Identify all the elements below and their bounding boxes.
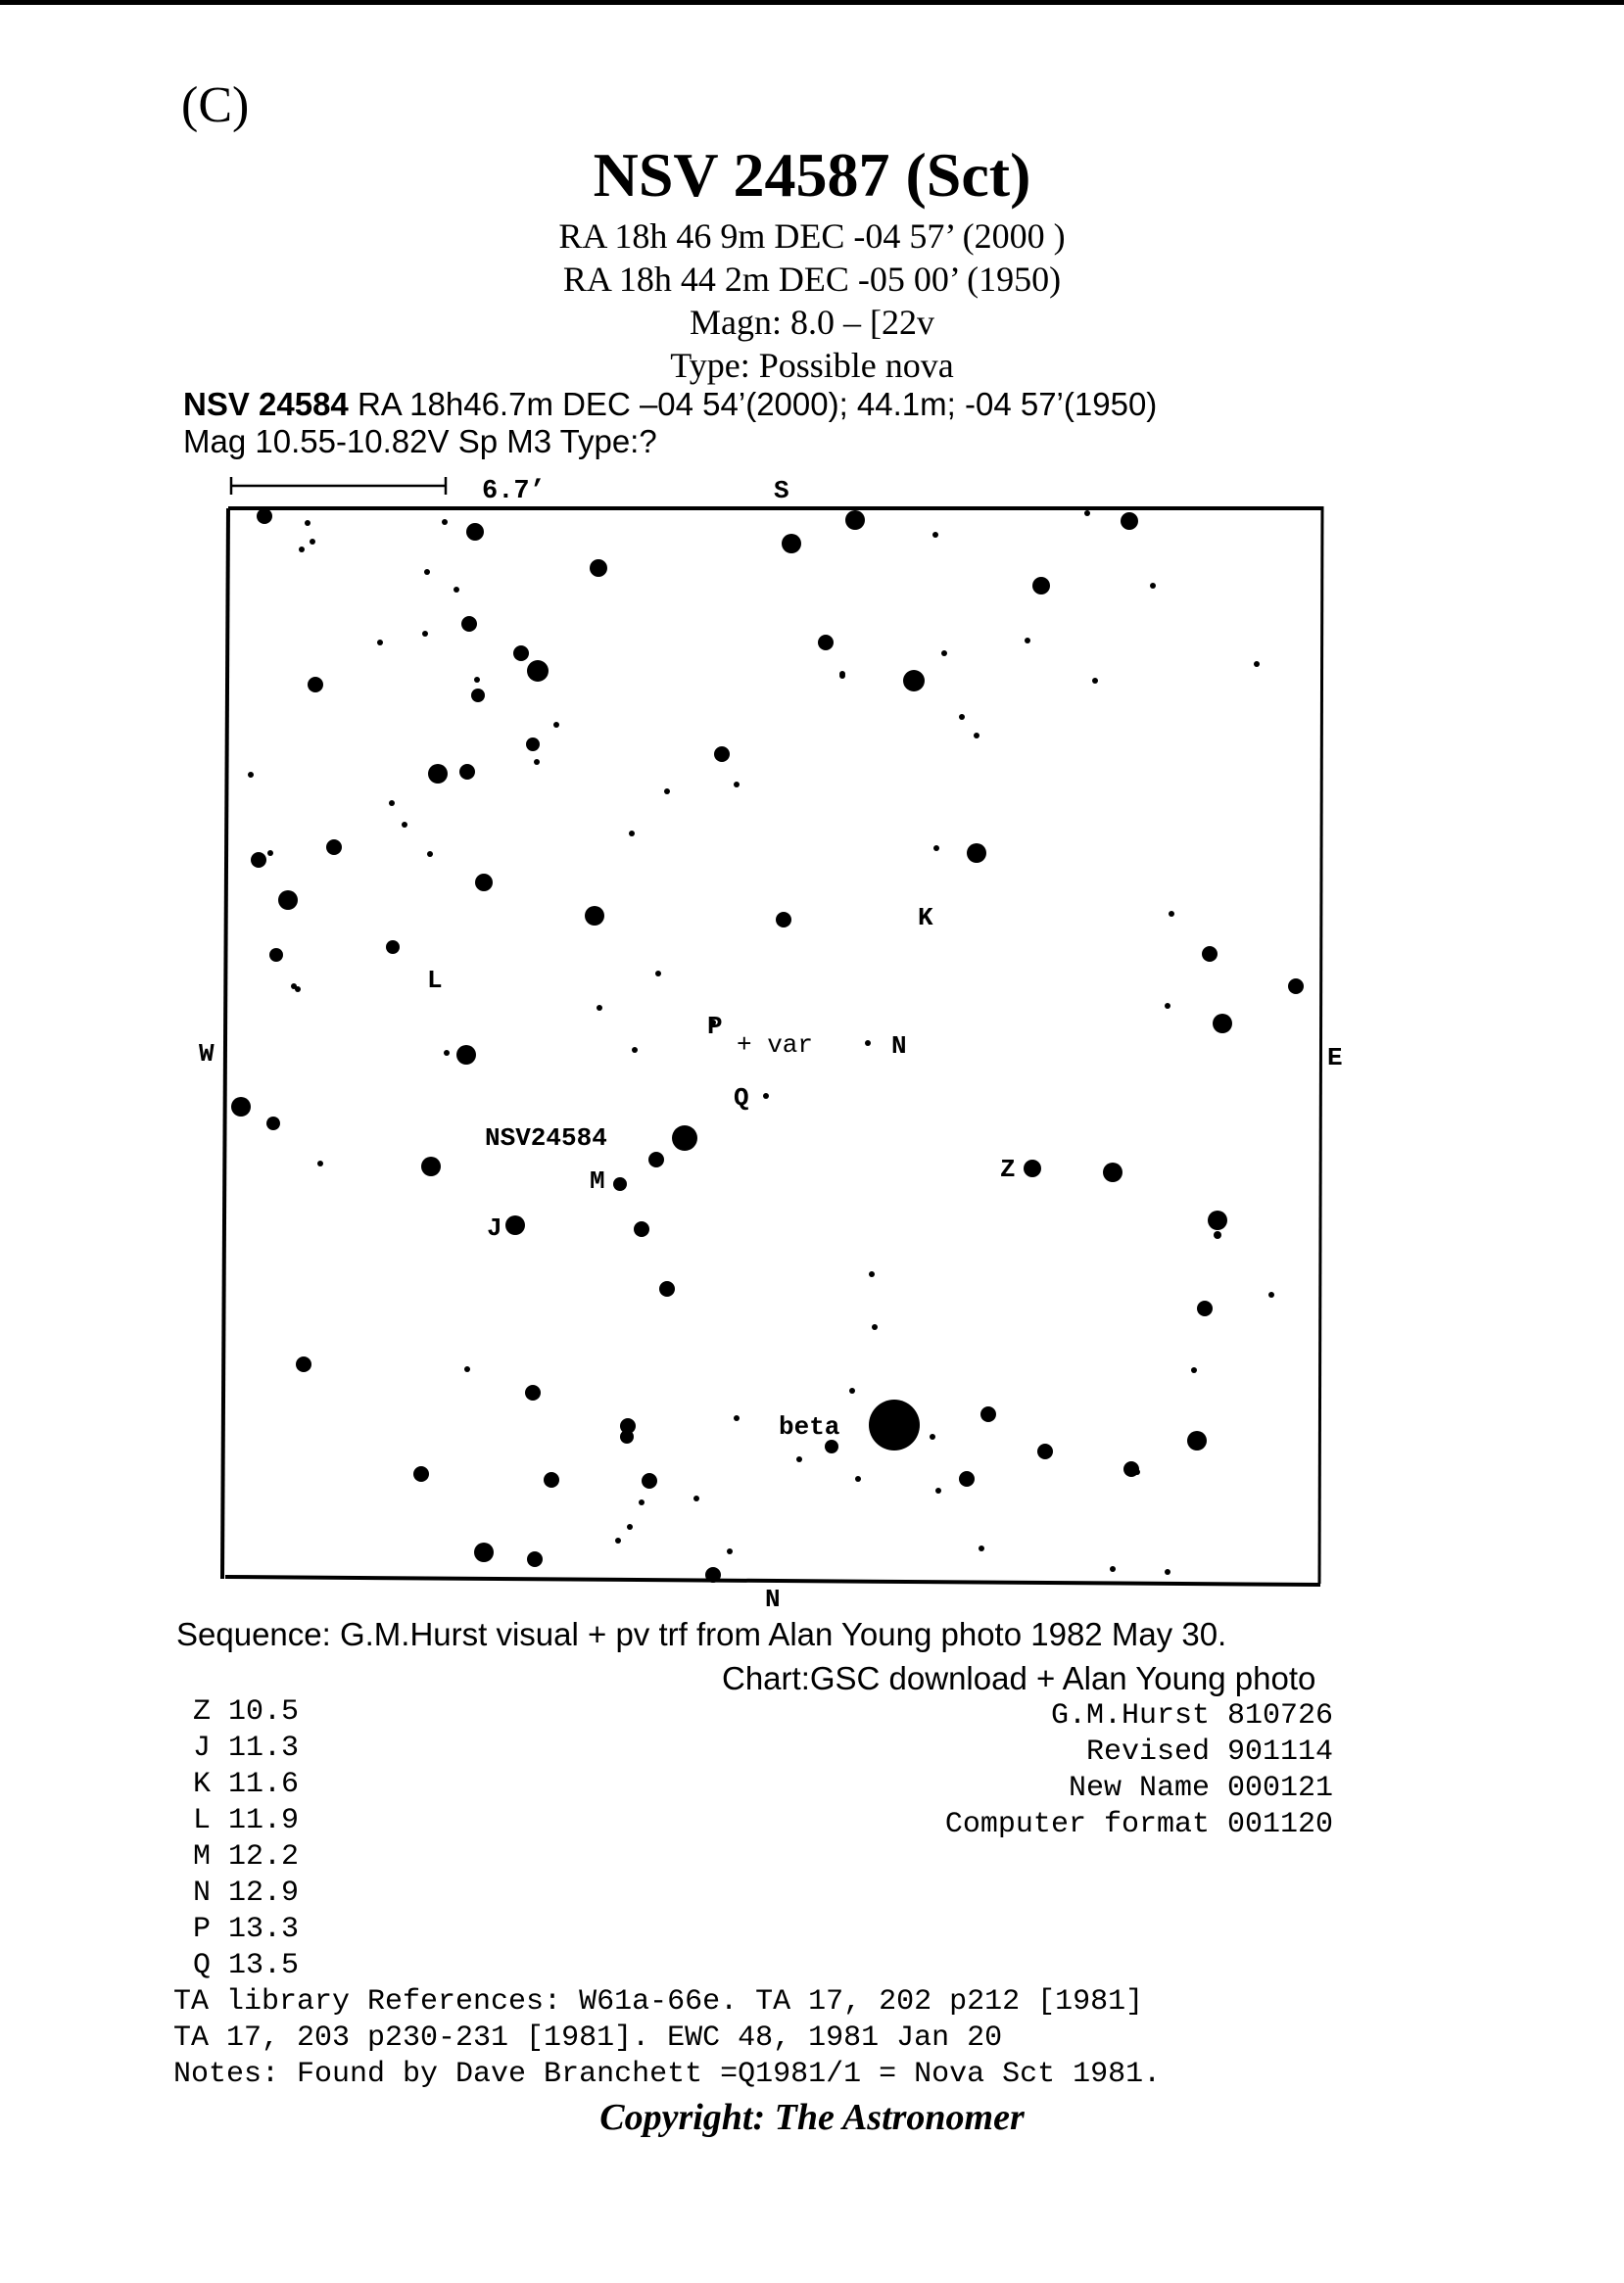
label-star-m: M [590,1166,605,1196]
label-star-k: K [918,903,933,932]
label-star-j: J [487,1213,502,1243]
copyright: Copyright: The Astronomer [599,2097,1025,2138]
page-label: (C) [181,77,250,133]
label-star-q: Q [734,1083,749,1113]
star-dot [613,1177,627,1191]
star-dot [1110,1566,1116,1572]
star-dot [818,635,834,650]
star-dot [629,831,635,836]
star-dot [1150,583,1156,589]
nsv24584-magnitude-line: Mag 10.55-10.82V Sp M3 Type:? [183,423,657,459]
comparison-star-row: J 11.3 [193,1732,300,1765]
star-dot [1208,1211,1227,1230]
star-dot [427,851,433,857]
star-dot [659,1281,675,1297]
star-dot [933,845,939,851]
star-dot [1032,577,1050,595]
star-dot [525,1385,541,1401]
star-dot [714,746,730,762]
star-dot [544,1472,559,1488]
star-dot [1084,510,1090,516]
star-dot [655,971,661,976]
label-nsv24584: NSV24584 [485,1123,607,1153]
star-dot [597,1005,602,1011]
star-dot [935,1488,941,1494]
star-dot [865,1040,871,1046]
star-dot [386,940,400,954]
star-dot [632,1047,638,1053]
star-dot [421,1157,441,1176]
star-dot [727,1548,733,1554]
sequence-note: Sequence: G.M.Hurst visual + pv trf from Alan Young photo 1982 May 30. [176,1616,1227,1652]
star-dot [1024,1160,1041,1177]
scale-bar [231,477,446,495]
star-dot [869,1271,875,1277]
star-dot [620,1430,634,1444]
star-dot [534,759,540,765]
scale-label: 6.7’ [482,477,546,506]
label-beta: beta [779,1412,840,1442]
magnitude-range: Magn: 8.0 – [22v [690,303,934,342]
star-dot [1092,678,1098,684]
star-dot [527,660,549,682]
star-dot [776,912,791,927]
direction-north: N [765,1585,781,1614]
star-dot [1268,1292,1274,1298]
star-dot [377,640,383,645]
star-dot [1254,661,1260,667]
label-star-l: L [427,966,443,995]
direction-east: E [1327,1043,1343,1072]
comparison-star-row: L 11.9 [193,1804,300,1837]
star-dot [1165,1569,1170,1575]
star-dot [869,1400,920,1451]
comparison-star-row: P 13.3 [193,1913,300,1946]
star-dot [1187,1431,1207,1451]
star-dot [634,1221,649,1237]
star-dot [585,906,604,926]
star-dot [590,559,607,577]
star-dot [326,839,342,855]
direction-south: S [774,476,789,505]
star-dot [269,948,283,962]
star-dot [1214,1231,1221,1239]
star-dot [296,1356,311,1372]
star-dot [305,520,310,526]
star-dot [474,677,480,683]
star-dot [1191,1367,1197,1373]
star-dot [825,1440,838,1453]
star-dot [855,1476,861,1482]
star-dot [1288,978,1304,994]
star-dot [705,1567,721,1583]
star-dot [308,677,323,692]
star-dot [1025,638,1030,643]
star-dot [974,733,979,738]
star-dot [471,689,485,702]
nsv24584-coords: RA 18h46.7m DEC –04 54’(2000); 44.1m; -04 57’(1950) [348,386,1158,422]
star-dot [402,822,407,828]
star-dot [248,772,254,778]
direction-west: W [199,1039,215,1069]
star-dot [672,1125,697,1151]
star-dot [642,1473,657,1489]
comparison-star-row: N 12.9 [193,1877,300,1910]
star-dot [474,1543,494,1562]
comparison-star-row: M 12.2 [193,1840,300,1874]
star-dot [734,1415,740,1421]
star-dot [513,645,529,661]
star-dot [930,1434,935,1440]
star-dot [839,673,845,679]
label-star-n: N [891,1031,907,1061]
credit-computer-format: Computer format 001120 [944,1808,1333,1841]
star-dot [295,986,301,992]
star-dot [1037,1444,1053,1459]
label-star-p: P [707,1012,723,1041]
star-dot [257,508,272,524]
credit-revised: Revised 901114 [1085,1736,1333,1769]
star-dot [959,1471,975,1487]
star-dot [251,852,266,868]
star-dot [317,1161,323,1166]
star-dot [267,850,273,856]
chart-source: Chart:GSC download + Alan Young photo [722,1660,1316,1696]
star-dot [796,1456,802,1462]
star-dot [734,782,740,787]
star-dot [627,1524,633,1530]
star-dot [1213,1014,1232,1033]
label-variable: + var [737,1030,814,1060]
star-dot [266,1117,280,1130]
star-dot [444,1050,450,1056]
star-dot [849,1388,855,1394]
star-dot [1197,1301,1213,1316]
star-dot [456,1045,476,1065]
variable-type: Type: Possible nova [670,346,954,385]
star-dot [413,1466,429,1482]
star-dot [615,1538,621,1544]
credit-new-name: New Name 000121 [1068,1772,1333,1805]
star-dot [903,670,925,691]
star-dot [872,1324,878,1330]
star-dot [231,1097,251,1117]
star-dot [980,1406,996,1422]
star-dot [553,722,559,728]
star-dot [639,1499,645,1505]
library-references-continued: TA 17, 203 p230-231 [1981]. EWC 48, 1981 Jan 20 [173,2021,1003,2055]
comparison-star-row: Q 13.5 [193,1949,300,1982]
star-dot [424,569,430,575]
star-dot [782,534,801,553]
coords-2000: RA 18h 46 9m DEC -04 57’ (2000 ) [558,216,1066,256]
star-dot [1169,911,1174,917]
nsv24584-name: NSV 24584 [183,386,349,422]
comparison-star-row: Z 10.5 [193,1695,300,1729]
star-dot [466,523,484,541]
star-dot [845,510,865,530]
star-dot [278,890,298,910]
star-dot [941,650,947,656]
star-dot [475,874,493,891]
star-dot [648,1152,664,1167]
star-dot [664,788,670,794]
coords-1950: RA 18h 44 2m DEC -05 00’ (1950) [562,260,1062,299]
comparison-star-row: K 11.6 [193,1768,300,1801]
star-dot [389,800,395,806]
star-dot [442,519,448,525]
star-dot [763,1093,769,1099]
page-title: NSV 24587 (Sct) [593,140,1031,210]
star-dot [979,1546,984,1551]
star-dot [454,587,459,593]
star-dot [505,1215,525,1235]
star-dot [967,843,986,863]
credit-author: G.M.Hurst 810726 [1050,1699,1333,1733]
star-dot [464,1366,470,1372]
star-dot [527,1551,543,1567]
star-dot [1121,512,1138,530]
star-dot [526,737,540,751]
library-references: TA library References: W61a-66e. TA 17, 202 p212 [1981] [173,1985,1144,2019]
star-dot [310,539,315,545]
discovery-notes: Notes: Found by Dave Branchett =Q1981/1 = Nova Sct 1981. [173,2058,1162,2091]
star-dot [693,1496,699,1501]
star-dot [461,616,477,632]
star-dot [1103,1163,1122,1182]
star-dot [428,764,448,784]
label-star-z: Z [1000,1155,1016,1184]
star-dot [932,532,938,538]
star-dot [959,714,965,720]
star-dot [1165,1003,1170,1009]
star-dot [1202,946,1218,962]
star-dot [1134,1469,1140,1475]
star-dot [422,631,428,637]
star-dot [299,547,305,552]
star-dot [459,764,475,780]
